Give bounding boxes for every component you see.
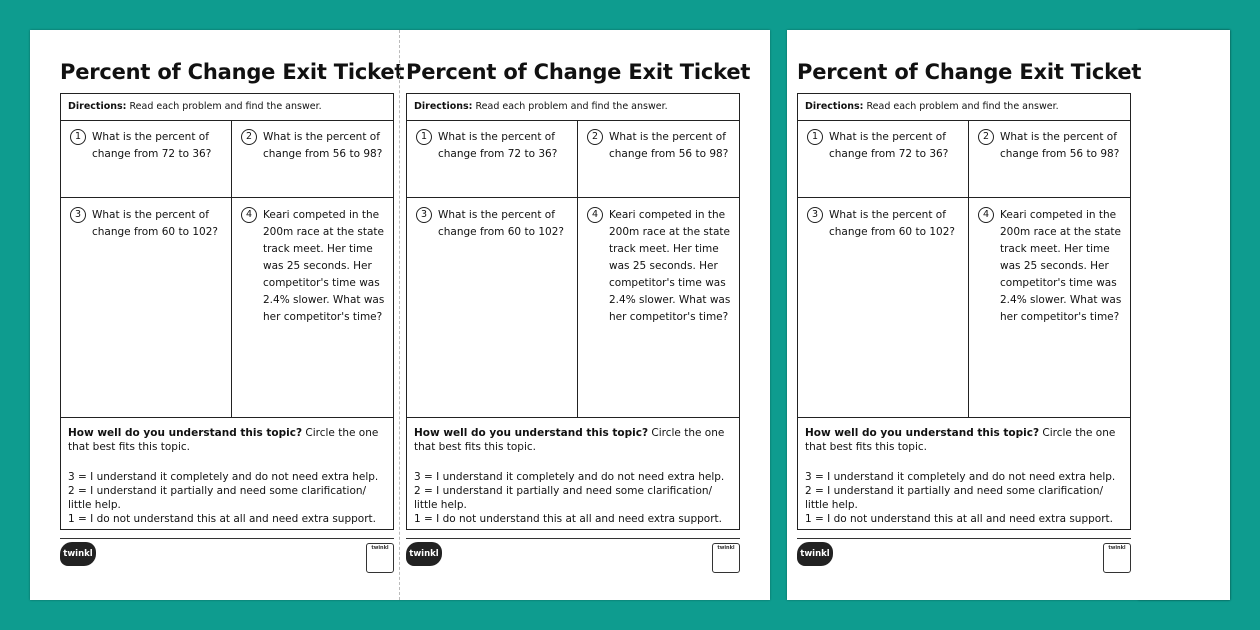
question-line: change from 60 to 102? (438, 226, 564, 238)
exit-ticket (797, 30, 1142, 600)
question-line: track meet. Her time (609, 243, 719, 255)
question-line: competitor's time was (1000, 277, 1117, 289)
worksheet-page-middle (787, 30, 1230, 600)
question-2 (591, 129, 739, 163)
question-line: change from 72 to 36? (829, 148, 949, 160)
question-line: her competitor's time? (1000, 311, 1120, 323)
directions-label: Directions: (68, 101, 127, 112)
directions-label: Directions: (414, 101, 473, 112)
self-assessment-heading (805, 426, 1127, 454)
question-line: What is the percent of (609, 131, 726, 143)
divider (61, 120, 393, 121)
question-line: competitor's time was (263, 277, 380, 289)
footer-divider (797, 538, 1131, 539)
question-line: change from 72 to 36? (92, 148, 212, 160)
ticket-box (797, 93, 1131, 530)
worksheet-page-front (30, 30, 770, 600)
question-line: What is the percent of (438, 131, 555, 143)
twinkl-logo-icon: twinkl (60, 542, 96, 566)
self-assessment (414, 426, 736, 526)
question-3 (74, 207, 227, 241)
quality-badge-icon (366, 543, 394, 573)
directions-text: Read each problem and find the answer. (472, 101, 668, 112)
question-line: 200m race at the state (609, 226, 730, 238)
question-number-icon: 2 (587, 129, 603, 145)
question-number-icon: 3 (807, 207, 823, 223)
self-assessment-instruction: Circle the one that best fits this topic. (68, 427, 379, 453)
quality-badge-icon (712, 543, 740, 573)
question-number-icon: 3 (70, 207, 86, 223)
question-line: What is the percent of (438, 209, 555, 221)
cut-line (399, 30, 400, 600)
ticket-box (406, 93, 740, 530)
question-line: 200m race at the state (1000, 226, 1121, 238)
question-line: change from 60 to 102? (92, 226, 218, 238)
question-number-icon: 4 (978, 207, 994, 223)
column-divider (231, 120, 232, 417)
rating-scale (68, 470, 390, 526)
question-number-icon: 1 (416, 129, 432, 145)
rating-level-2: 2 = I understand it partially and need some clarification/ little help. (414, 485, 713, 511)
question-line: Keari competed in the (263, 209, 380, 221)
question-3 (811, 207, 964, 241)
directions-text: Read each problem and find the answer. (863, 101, 1059, 112)
question-4 (591, 207, 739, 326)
twinkl-logo-icon: twinkl (406, 542, 442, 566)
directions-text: Read each problem and find the answer. (126, 101, 322, 112)
question-line: 2.4% slower. What was (609, 294, 731, 306)
divider (798, 197, 1130, 198)
question-line: Keari competed in the (609, 209, 726, 221)
self-assessment-question: How well do you understand this topic? (414, 427, 649, 439)
question-2 (982, 129, 1130, 163)
question-2 (245, 129, 393, 163)
question-number-icon: 1 (70, 129, 86, 145)
self-assessment-instruction: Circle the one that best fits this topic. (414, 427, 725, 453)
question-4 (982, 207, 1130, 326)
question-1 (811, 129, 964, 163)
column-divider (968, 120, 969, 417)
ticket-title: Percent of Change Exit Ticket (60, 60, 405, 84)
question-line: her competitor's time? (263, 311, 383, 323)
question-line: was 25 seconds. Her (263, 260, 372, 272)
rating-level-3: 3 = I understand it completely and do not need extra help. (805, 471, 1116, 483)
question-line: change from 60 to 102? (829, 226, 955, 238)
self-assessment-question: How well do you understand this topic? (68, 427, 303, 439)
badge-label: twinkl (717, 545, 735, 551)
self-assessment-instruction: Circle the one that best fits this topic. (805, 427, 1116, 453)
question-line: What is the percent of (1000, 131, 1117, 143)
question-3 (420, 207, 573, 241)
badge-label: twinkl (1108, 545, 1126, 551)
self-assessment-heading (414, 426, 736, 454)
ticket-box (60, 93, 394, 530)
column-divider (577, 120, 578, 417)
rating-level-2: 2 = I understand it partially and need some clarification/ little help. (805, 485, 1104, 511)
question-line: change from 56 to 98? (1000, 148, 1120, 160)
question-line: What is the percent of (92, 209, 209, 221)
question-line: Keari competed in the (1000, 209, 1117, 221)
divider (798, 417, 1130, 418)
rating-level-2: 2 = I understand it partially and need some clarification/ little help. (68, 485, 367, 511)
quality-badge-icon (1103, 543, 1131, 573)
rating-scale (805, 470, 1127, 526)
ticket-title: Percent of Change Exit Ticket (797, 60, 1142, 84)
question-line: track meet. Her time (263, 243, 373, 255)
twinkl-logo-icon: twinkl (797, 542, 833, 566)
question-line: track meet. Her time (1000, 243, 1110, 255)
divider (61, 197, 393, 198)
self-assessment-heading (68, 426, 390, 454)
question-line: her competitor's time? (609, 311, 729, 323)
question-line: competitor's time was (609, 277, 726, 289)
question-number-icon: 3 (416, 207, 432, 223)
question-4 (245, 207, 393, 326)
self-assessment-question: How well do you understand this topic? (805, 427, 1040, 439)
question-line: What is the percent of (829, 131, 946, 143)
rating-scale (414, 470, 736, 526)
question-line: change from 56 to 98? (263, 148, 383, 160)
divider (798, 120, 1130, 121)
directions (68, 101, 322, 112)
divider (407, 417, 739, 418)
question-line: 2.4% slower. What was (1000, 294, 1122, 306)
rating-level-3: 3 = I understand it completely and do not need extra help. (414, 471, 725, 483)
question-line: 2.4% slower. What was (263, 294, 385, 306)
question-1 (420, 129, 573, 163)
rating-level-3: 3 = I understand it completely and do not need extra help. (68, 471, 379, 483)
ticket-title: Percent of Change Exit Ticket (406, 60, 751, 84)
divider (407, 197, 739, 198)
question-number-icon: 1 (807, 129, 823, 145)
question-line: 200m race at the state (263, 226, 384, 238)
directions (414, 101, 668, 112)
question-line: change from 56 to 98? (609, 148, 729, 160)
directions-label: Directions: (805, 101, 864, 112)
question-line: was 25 seconds. Her (609, 260, 718, 272)
question-1 (74, 129, 227, 163)
question-line: change from 72 to 36? (438, 148, 558, 160)
rating-level-1: 1 = I do not understand this at all and need extra support. (414, 513, 722, 525)
divider (61, 417, 393, 418)
self-assessment (805, 426, 1127, 526)
rating-level-1: 1 = I do not understand this at all and need extra support. (805, 513, 1113, 525)
footer-divider (60, 538, 394, 539)
badge-label: twinkl (371, 545, 389, 551)
question-line: What is the percent of (263, 131, 380, 143)
question-line: What is the percent of (92, 131, 209, 143)
question-number-icon: 2 (241, 129, 257, 145)
directions (805, 101, 1059, 112)
exit-ticket (60, 30, 405, 600)
footer-divider (406, 538, 740, 539)
question-number-icon: 4 (241, 207, 257, 223)
divider (407, 120, 739, 121)
question-number-icon: 2 (978, 129, 994, 145)
question-number-icon: 4 (587, 207, 603, 223)
question-line: was 25 seconds. Her (1000, 260, 1109, 272)
rating-level-1: 1 = I do not understand this at all and need extra support. (68, 513, 376, 525)
self-assessment (68, 426, 390, 526)
question-line: What is the percent of (829, 209, 946, 221)
exit-ticket (406, 30, 751, 600)
